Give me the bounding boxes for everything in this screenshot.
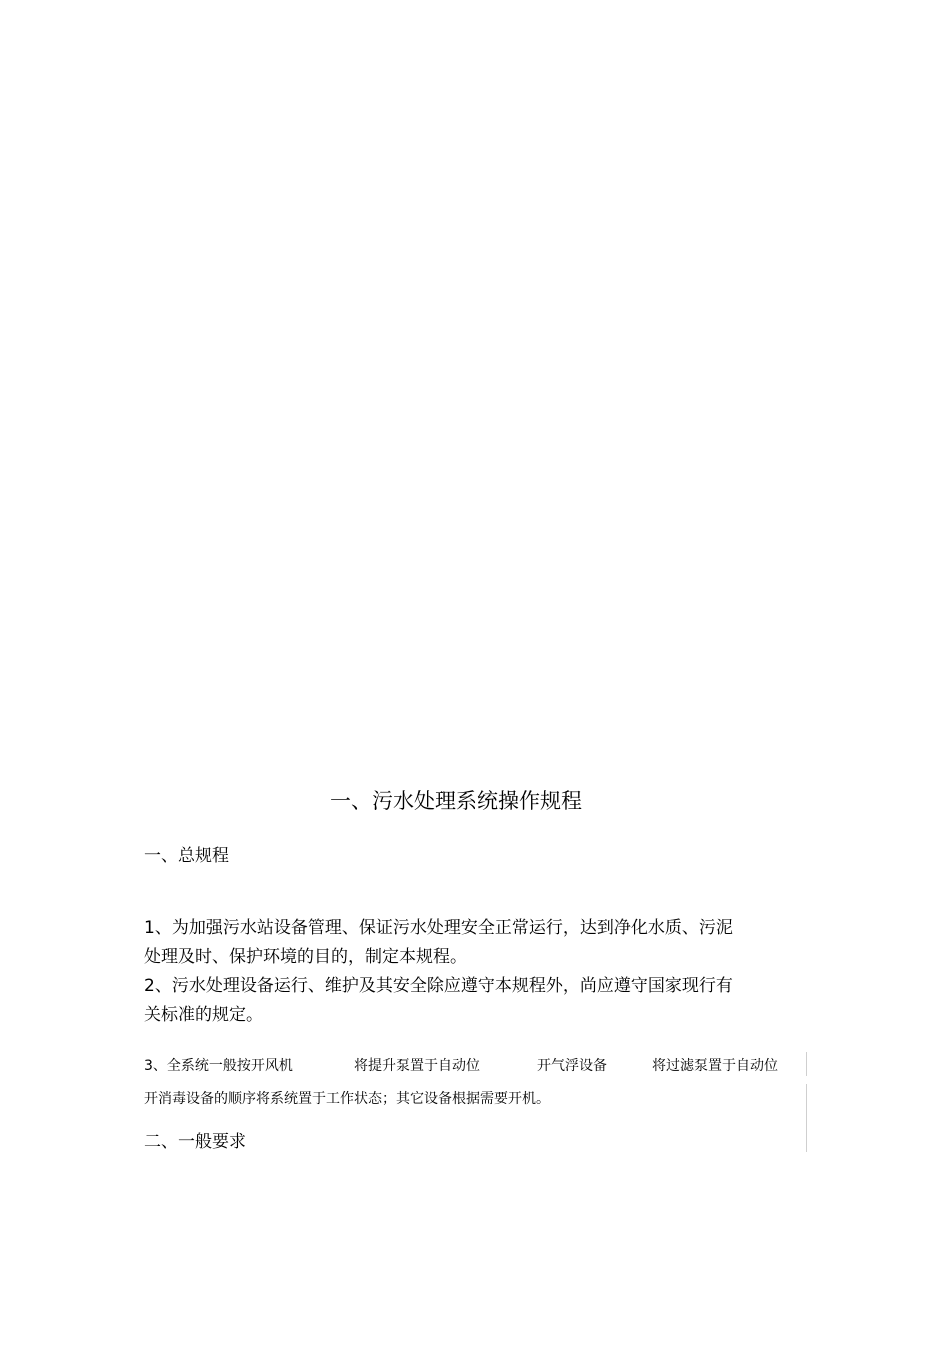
page-title: 一、污水处理系统操作规程 — [330, 789, 582, 813]
section-heading-requirements: 二、一般要求 — [144, 1132, 246, 1152]
step-filter-pump-auto: 将过滤泵置于自动位 — [652, 1058, 778, 1074]
operation-steps-continuation: 开消毒设备的顺序将系统置于工作状态；其它设备根据需要开机。 — [144, 1091, 550, 1107]
paragraph-line: 2、污水处理设备运行、维护及其安全除应遵守本规程外，尚应遵守国家现行有 — [144, 976, 733, 996]
operation-steps-row — [144, 1056, 794, 1076]
step-lift-pump-auto: 将提升泵置于自动位 — [354, 1058, 480, 1074]
paragraph-line: 关标准的规定。 — [144, 1005, 263, 1025]
table-border-line — [806, 1084, 807, 1152]
step-start-fan: 3、全系统一般按开风机 — [144, 1058, 293, 1074]
section-heading-general: 一、总规程 — [144, 846, 229, 866]
paragraph-item-1 — [144, 914, 733, 972]
step-air-flotation: 开气浮设备 — [537, 1058, 607, 1074]
paragraph-item-2 — [144, 972, 733, 1030]
table-border-line — [806, 1052, 807, 1076]
paragraph-line: 1、为加强污水站设备管理、保证污水处理安全正常运行，达到净化水质、污泥 — [144, 918, 733, 938]
paragraph-line: 处理及时、保护环境的目的，制定本规程。 — [144, 947, 467, 967]
